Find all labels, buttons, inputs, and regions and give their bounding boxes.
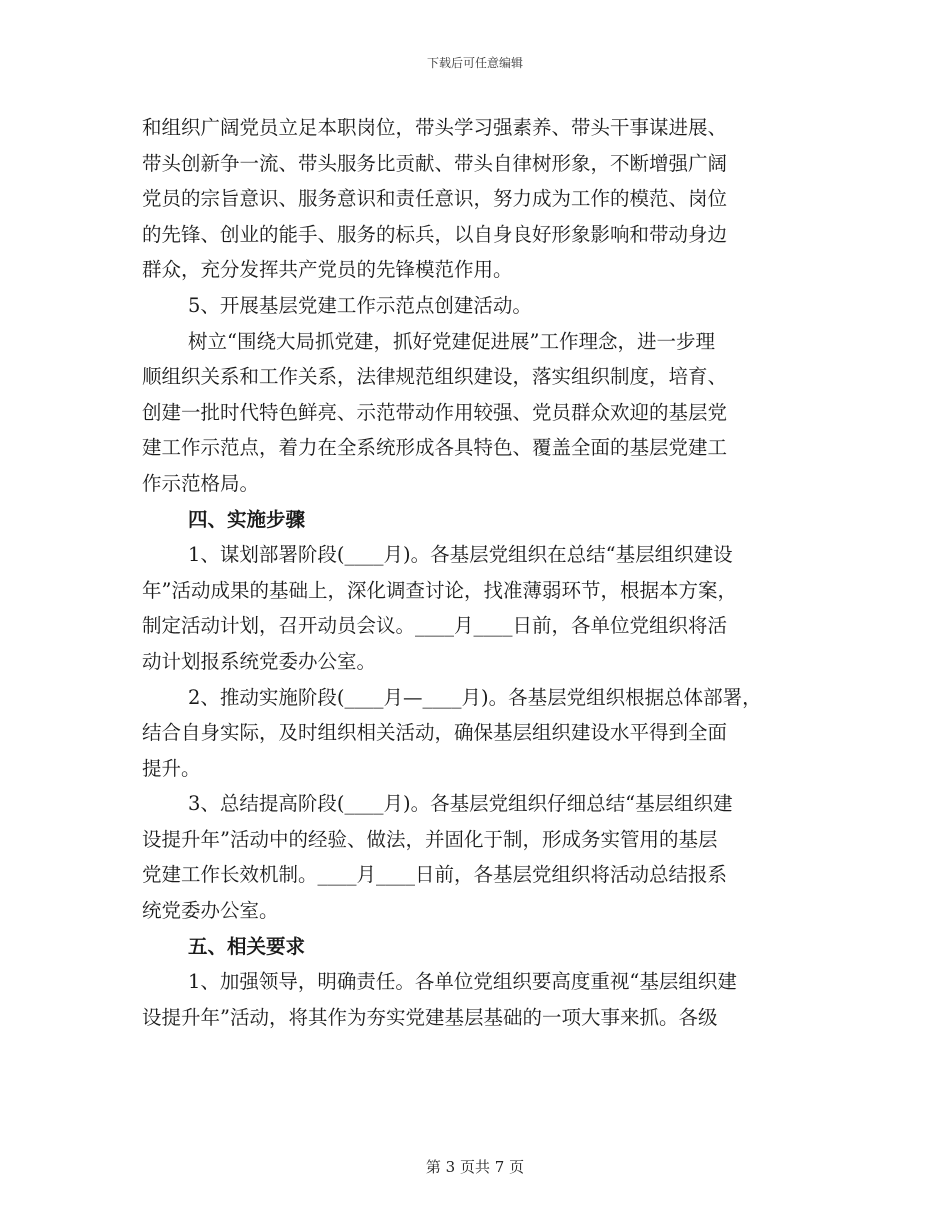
text-line: 5、开展基层党建工作示范点创建活动。 (188, 293, 532, 317)
text-line: 作示范格局。 (142, 471, 260, 495)
text-line: 提升。 (142, 756, 201, 780)
text-line: 的先锋、创业的能手、服务的标兵，以自身良好形象影响和带动身边 (142, 222, 728, 246)
document-body (142, 110, 822, 1035)
text-line: 党员的宗旨意识、服务意识和责任意识，努力成为工作的模范、岗位 (142, 187, 728, 211)
text-line: 统党委办公室。 (142, 899, 279, 923)
page-number: 第 3 页共 7 页 (425, 1158, 525, 1176)
text-line: 制定活动计划，召开动员会议。____月____日前，各单位党组织将活 (142, 614, 728, 638)
text-line: 党建工作长效机制。____月____日前，各基层党组织将活动总结报系 (142, 863, 728, 887)
section-heading: 五、相关要求 (188, 934, 306, 958)
text-line: 和组织广阔党员立足本职岗位，带头学习强素养、带头干事谋进展、 (142, 116, 728, 139)
text-line: 3、总结提高阶段(____月)。各基层党组织仔细总结“基层组织建 (188, 792, 733, 816)
text-line: 1、加强领导，明确责任。各单位党组织要高度重视“基层组织建 (188, 970, 737, 994)
text-line: 结合自身实际，及时组织相关活动，确保基层组织建设水平得到全面 (142, 721, 728, 745)
text-line: 2、推动实施阶段(____月—____月)。各基层党组织根据总体部署， (188, 685, 762, 709)
page-header: 下载后可任意编辑 (426, 56, 523, 70)
text-line: 带头创新争一流、带头服务比贡献、带头自律树形象，不断增强广阔 (142, 151, 728, 175)
text-line: 动计划报系统党委办公室。 (142, 649, 377, 673)
section-heading: 四、实施步骤 (188, 507, 306, 531)
text-line: 顺组织关系和工作关系，法律规范组织建设，落实组织制度，培育、 (142, 365, 728, 389)
text-line: 建工作示范点，着力在全系统形成各具特色、覆盖全面的基层党建工 (142, 436, 728, 460)
text-line: 树立“围绕大局抓党建，抓好党建促进展”工作理念，进一步理 (188, 329, 715, 353)
text-line: 设提升年”活动，将其作为夯实党建基层基础的一项大事来抓。各级 (142, 1005, 718, 1029)
text-line: 1、谋划部署阶段(____月)。各基层党组织在总结“基层组织建设 (188, 543, 733, 567)
text-line: 设提升年”活动中的经验、做法，并固化于制，形成务实管用的基层 (142, 827, 718, 851)
text-line: 创建一批时代特色鲜亮、示范带动作用较强、党员群众欢迎的基层党 (142, 400, 728, 424)
text-line: 群众，充分发挥共产党员的先锋模范作用。 (142, 258, 513, 282)
text-line: 年”活动成果的基础上，深化调查讨论，找准薄弱环节，根据本方案， (142, 578, 737, 602)
